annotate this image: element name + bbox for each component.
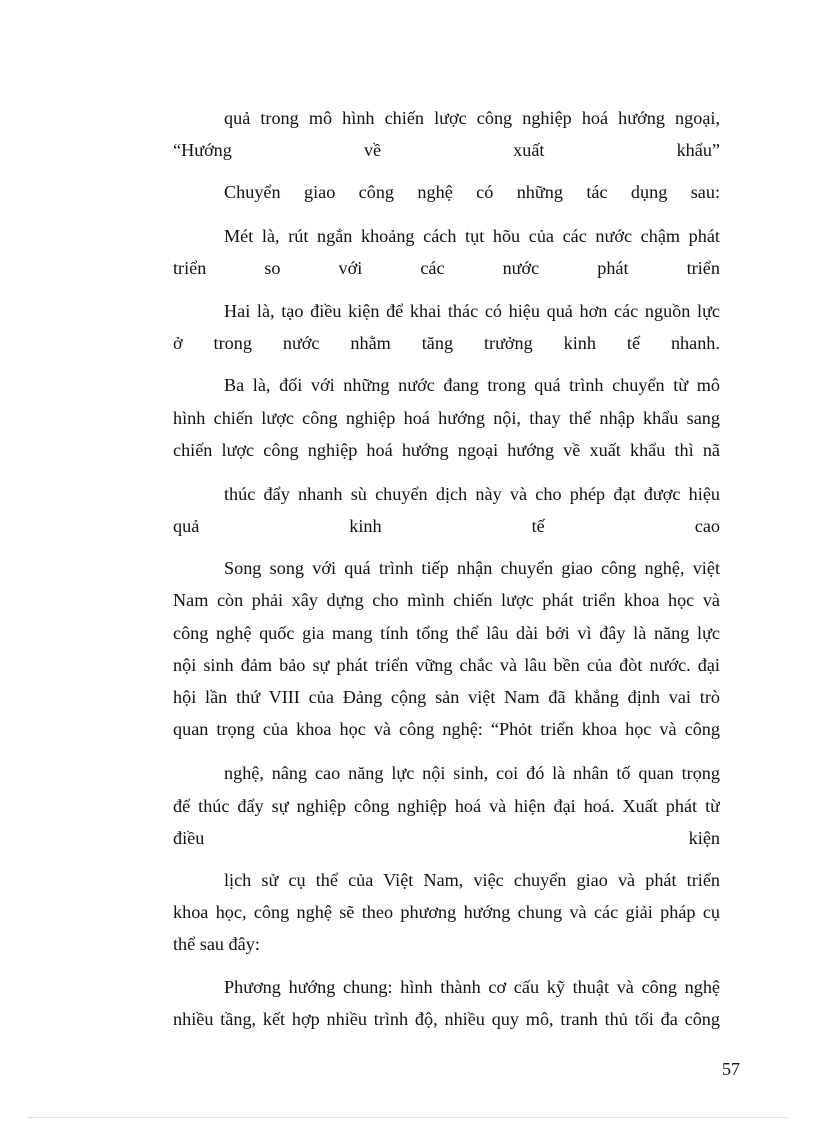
word: xuất	[513, 140, 545, 160]
word: kiện	[688, 828, 720, 848]
word: khẩu”	[676, 140, 720, 160]
text-line	[173, 328, 720, 358]
text-line	[173, 135, 720, 165]
text-line: để thúc đẩy sự nghiệp công nghiệp hoá và hiện đại hoá. Xuất phát từ	[173, 796, 720, 816]
word: về	[363, 140, 382, 160]
text-line: quả trong mô hình chiến lược công nghiệp hoá hướng ngoại,	[224, 108, 720, 128]
word: tăng	[421, 333, 454, 353]
word: với	[338, 258, 363, 278]
word: phát	[597, 258, 629, 278]
word: so	[264, 258, 281, 278]
text-line: nhiều tầng, kết hợp nhiều trình độ, nhiều quy mô, tranh thủ tối đa công	[173, 1009, 720, 1029]
word: ở	[173, 333, 183, 353]
word: nhằm	[350, 333, 391, 353]
text-line: thúc đẩy nhanh sù chuyển dịch này và cho phép đạt được hiệu	[224, 484, 720, 504]
word: nước	[282, 333, 320, 353]
word: cao	[694, 516, 720, 536]
text-line: hội lần thứ VIII của Đảng cộng sản việt Nam đã khẳng định vai trò	[173, 687, 720, 707]
text-line: nội sinh đảm bảo sự phát triển vững chắc và lâu bền của đòt nước. đại	[173, 655, 720, 675]
page-bottom-divider	[28, 1117, 788, 1118]
page-number: 57	[722, 1059, 740, 1079]
text-line: Ba là, đối với những nước đang trong quá trình chuyển từ mô	[224, 375, 720, 395]
text-line: Chuyển giao công nghệ có những tác dụng sau:	[224, 182, 720, 202]
text-line: thể sau đây:	[173, 934, 260, 954]
text-line: hình chiến lược công nghiệp hoá hướng nội, thay thế nhập khẩu sang	[173, 408, 720, 428]
text-line: Song song với quá trình tiếp nhận chuyển giao công nghệ, việt	[224, 558, 720, 578]
text-line	[173, 823, 720, 853]
text-line: công nghệ quốc gia mang tính tổng thể lâu dài bởi vì đây là năng lực	[173, 623, 720, 643]
word: tế	[531, 516, 545, 536]
word: điều	[173, 828, 205, 848]
word: nước	[502, 258, 540, 278]
text-line: quan trọng của khoa học và công nghệ: “Phỏt triển khoa học và công	[173, 719, 720, 739]
word: quả	[173, 516, 200, 536]
word: kinh	[563, 333, 596, 353]
word: các	[420, 258, 445, 278]
text-line: Phương hướng chung: hình thành cơ cấu kỹ thuật và công nghệ	[224, 977, 720, 997]
word: triển	[173, 258, 207, 278]
text-line: Mét là, rút ngắn khoảng cách tụt hõu của các nước chậm phát	[224, 226, 720, 246]
word: kinh	[349, 516, 382, 536]
text-line: Nam còn phải xây dựng cho mình chiến lược phát triển khoa học và	[173, 590, 720, 610]
word: trưởng	[483, 333, 533, 353]
word: nhanh.	[670, 333, 720, 353]
text-line: Hai là, tạo điều kiện để khai thác có hiệu quả hơn các nguồn lực	[224, 301, 720, 321]
text-line	[173, 511, 720, 541]
word: tế	[626, 333, 641, 353]
word: triển	[686, 258, 720, 278]
word: trong	[213, 333, 252, 353]
text-line: nghệ, nâng cao năng lực nội sinh, coi đó là nhân tố quan trọng	[224, 763, 720, 783]
word: “Hướng	[173, 140, 232, 160]
text-line: chiến lược công nghiệp hoá hướng ngoại hướng về xuất khẩu thì nã	[173, 440, 720, 460]
text-line: lịch sử cụ thể của Việt Nam, việc chuyển giao và phát triển	[224, 870, 720, 890]
text-line	[173, 253, 720, 283]
text-line: khoa học, công nghệ sẽ theo phương hướng chung và các giải pháp cụ	[173, 902, 720, 922]
